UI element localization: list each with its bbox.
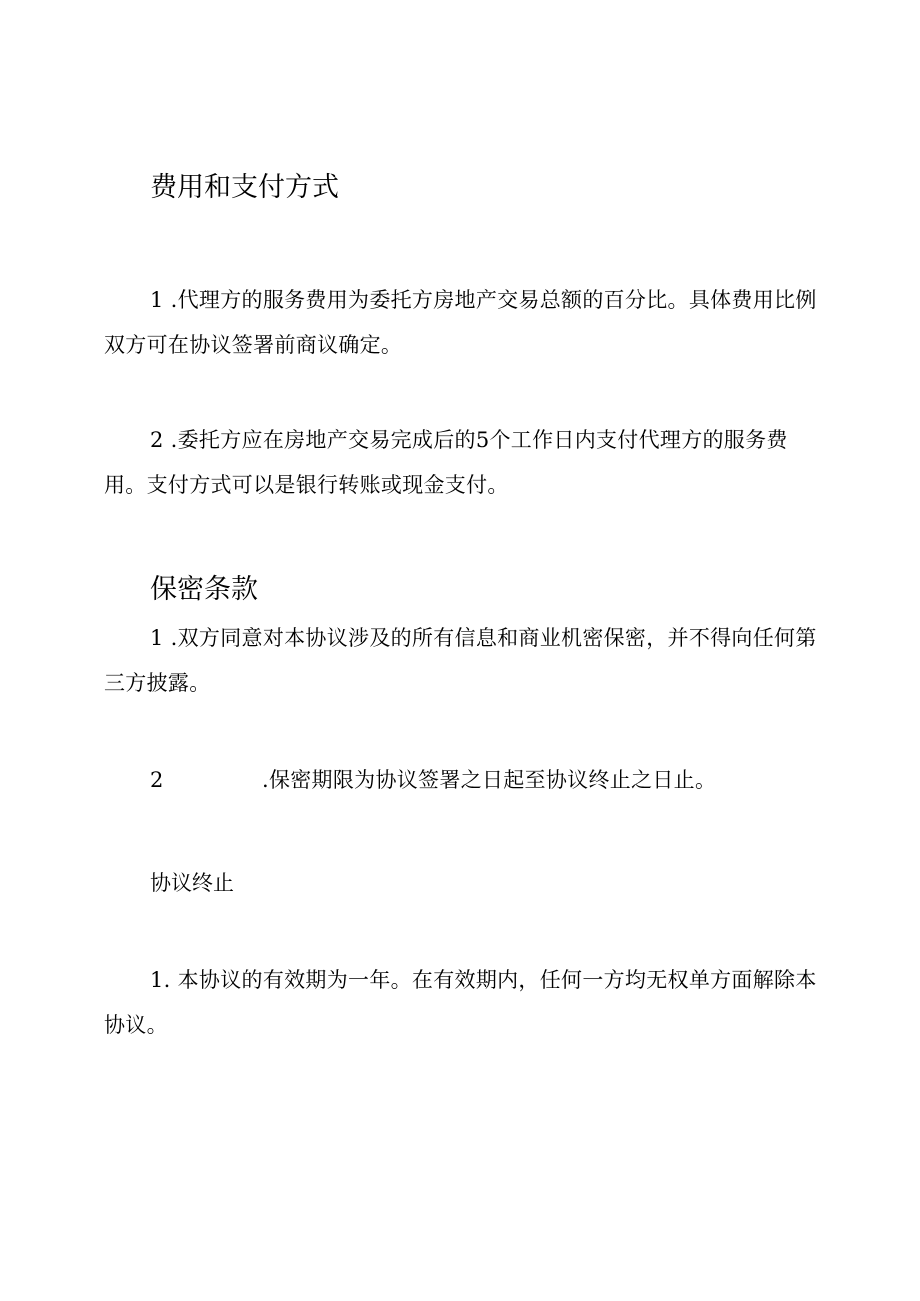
item-number: 1 (150, 626, 164, 650)
section-heading-termination: 协议终止 (150, 871, 234, 895)
item-text: 本协议的有效期为一年。在有效期内，任何一方均无权单方面解除本协议。 (104, 968, 817, 1037)
item-number: 1. (150, 968, 171, 992)
item-text: .委托方应在房地产交易完成后的5个工作日内支付代理方的服务费用。支付方式可以是银行转账或现金支付。 (104, 428, 788, 497)
item-number: 1 (150, 288, 164, 312)
paragraph-fees-2 (104, 418, 820, 508)
item-text: .双方同意对本协议涉及的所有信息和商业机密保密，并不得向任何第三方披露。 (104, 626, 817, 695)
section-heading-confidentiality: 保密条款 (150, 574, 258, 605)
item-number: 2 (150, 768, 164, 792)
paragraph-fees-1 (104, 278, 820, 368)
paragraph-termination-1 (104, 958, 820, 1048)
item-text: .保密期限为协议签署之日起至协议终止之日止。 (261, 768, 717, 792)
section-heading-fees: 费用和支付方式 (150, 172, 339, 203)
paragraph-confidentiality-1 (104, 616, 820, 706)
paragraph-confidentiality-2 (104, 758, 820, 803)
item-text: .代理方的服务费用为委托方房地产交易总额的百分比。具体费用比例双方可在协议签署前商议确定。 (104, 288, 817, 357)
item-number: 2 (150, 428, 164, 452)
